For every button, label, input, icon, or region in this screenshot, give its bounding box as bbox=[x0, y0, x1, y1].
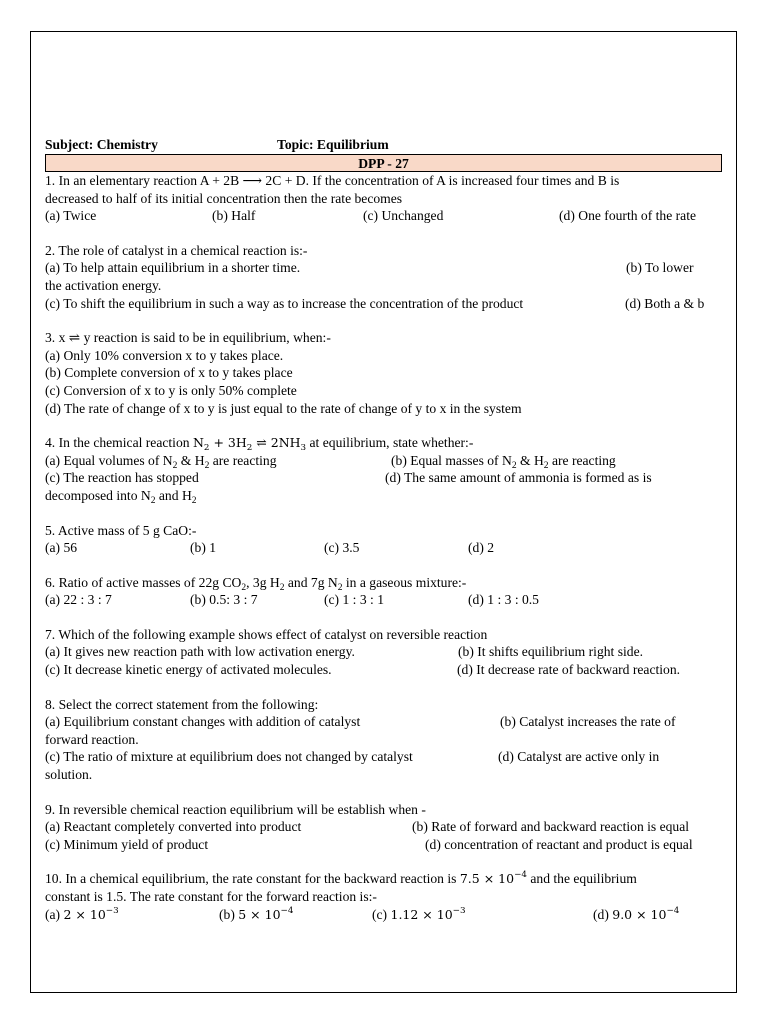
question-2 bbox=[45, 242, 725, 312]
option-a: (a) Twice bbox=[45, 208, 97, 224]
option-c: (c) $1.12 \times 10^{-3}$ bbox=[372, 905, 466, 922]
question-4-stem: 4. In the chemical reaction $N_2 + 3H_2$ ⇌ $2NH_3$ at equilibrium, state whether:- bbox=[45, 435, 474, 454]
option-d: (d) Catalyst are active only in bbox=[498, 749, 660, 765]
question-5 bbox=[45, 522, 725, 557]
question-5-options bbox=[45, 539, 725, 557]
question-4-row-ab bbox=[45, 452, 725, 470]
question-7-stem: 7. Which of the following example shows effect of catalyst on reversible reaction bbox=[45, 626, 488, 642]
question-4 bbox=[45, 434, 725, 504]
question-6-stem: 6. Ratio of active masses of 22g $CO_2$, 3g $H_2$ and 7g $N_2$ in a gaseous mixture:- bbox=[45, 574, 467, 593]
question-2-stem: 2. The role of catalyst in a chemical reaction is:- bbox=[45, 242, 308, 258]
question-1 bbox=[45, 172, 725, 225]
option-a: (a) Reactant completely converted into product bbox=[45, 819, 302, 835]
option-d: (d) One fourth of the rate bbox=[559, 208, 697, 224]
question-7-row-cd bbox=[45, 661, 725, 679]
dpp-title-bar: DPP - 27 bbox=[45, 154, 722, 172]
option-c: (c) Unchanged bbox=[363, 208, 444, 224]
option-c: (c) Minimum yield of product bbox=[45, 836, 209, 852]
option-c: (c) The reaction has stopped bbox=[45, 470, 199, 486]
option-b-continued: forward reaction. bbox=[45, 731, 139, 747]
question-6-options bbox=[45, 591, 725, 609]
question-4-row-cd bbox=[45, 469, 725, 487]
option-c: (c) To shift the equilibrium in such a way as to increase the concentration of the product bbox=[45, 295, 524, 311]
question-2-row-cd bbox=[45, 295, 725, 313]
question-10-stem-line-1: 10. In a chemical equilibrium, the rate constant for the backward reaction is $7.5 \times 10^{-4}$ and the equilibrium bbox=[45, 870, 637, 887]
option-b: (b) $5 \times 10^{-4}$ bbox=[219, 905, 294, 922]
option-b: (b) 1 bbox=[190, 540, 217, 556]
question-8-row-ab bbox=[45, 713, 725, 731]
question-1-stem-line-1: 1. In an elementary reaction A + 2B ⟶ 2C + D. If the concentration of A is increased four times and B is bbox=[45, 173, 620, 188]
option-a: (a) 22 : 3 : 7 bbox=[45, 592, 112, 608]
question-10-options bbox=[45, 906, 725, 924]
option-b: (b) Complete conversion of x to y takes place bbox=[45, 365, 293, 381]
option-a: (a) $2 \times 10^{-3}$ bbox=[45, 905, 119, 922]
option-d: (d) 1 : 3 : 0.5 bbox=[468, 592, 539, 608]
option-d: (d) 2 bbox=[468, 540, 495, 556]
option-d: (d) The same amount of ammonia is formed as is bbox=[385, 470, 652, 486]
option-b: (b) Equal masses of $N_2$ & $H_2$ are reacting bbox=[391, 452, 616, 471]
option-b: (b) 0.5: 3 : 7 bbox=[190, 592, 258, 608]
option-c: (c) The ratio of mixture at equilibrium does not changed by catalyst bbox=[45, 749, 413, 765]
topic-label: Topic: Equilibrium bbox=[277, 137, 389, 152]
option-c: (c) 1 : 3 : 1 bbox=[324, 592, 385, 608]
option-c: (c) 3.5 bbox=[324, 540, 360, 556]
option-d-continued: decomposed into $N_2$ and $H_2$ bbox=[45, 487, 197, 506]
option-d: (d) It decrease rate of backward reaction. bbox=[457, 662, 681, 678]
question-8 bbox=[45, 696, 725, 784]
option-a: (a) Equilibrium constant changes with addition of catalyst bbox=[45, 714, 361, 730]
question-8-stem: 8. Select the correct statement from the following: bbox=[45, 696, 319, 712]
option-b-continued: the activation energy. bbox=[45, 277, 162, 293]
question-9 bbox=[45, 801, 725, 854]
question-6 bbox=[45, 574, 725, 609]
option-a: (a) Equal volumes of $N_2$ & $H_2$ are reacting bbox=[45, 452, 277, 471]
option-b: (b) To lower bbox=[626, 260, 694, 276]
option-a: (a) To help attain equilibrium in a shorter time. bbox=[45, 260, 301, 276]
option-a: (a) 56 bbox=[45, 540, 78, 556]
option-d: (d) Both a & b bbox=[625, 295, 705, 311]
header bbox=[45, 136, 725, 154]
question-8-row-cd bbox=[45, 748, 725, 766]
option-b: (b) It shifts equilibrium right side. bbox=[458, 644, 644, 660]
option-c: (c) It decrease kinetic energy of activated molecules. bbox=[45, 662, 332, 678]
option-b: (b) Catalyst increases the rate of bbox=[500, 714, 676, 730]
backward-rate-constant: $7.5 \times 10^{-4}$ bbox=[459, 870, 527, 887]
option-d: (d) concentration of reactant and product is equal bbox=[425, 836, 693, 852]
question-9-row-ab bbox=[45, 818, 725, 836]
option-a: (a) Only 10% conversion x to y takes place. bbox=[45, 347, 284, 363]
question-7-row-ab bbox=[45, 643, 725, 661]
question-2-row-ab bbox=[45, 259, 725, 277]
question-3 bbox=[45, 329, 725, 417]
question-3-stem: 3. x ⇌ y reaction is said to be in equilibrium, when:- bbox=[45, 330, 331, 346]
subject-label: Subject: Chemistry bbox=[45, 137, 158, 152]
option-a: (a) It gives new reaction path with low activation energy. bbox=[45, 644, 355, 660]
option-d: (d) The rate of change of x to y is just equal to the rate of change of y to x in the system bbox=[45, 400, 522, 416]
question-10 bbox=[45, 870, 725, 923]
question-5-stem: 5. Active mass of 5 g CaO:- bbox=[45, 522, 197, 538]
question-7 bbox=[45, 626, 725, 679]
question-1-options bbox=[45, 207, 725, 225]
question-10-stem-line-2: constant is 1.5. The rate constant for the forward reaction is:- bbox=[45, 889, 377, 904]
option-d-continued: solution. bbox=[45, 767, 93, 783]
option-b: (b) Half bbox=[212, 208, 256, 224]
question-9-stem: 9. In reversible chemical reaction equilibrium will be establish when - bbox=[45, 801, 426, 817]
worksheet bbox=[45, 136, 725, 923]
option-c: (c) Conversion of x to y is only 50% complete bbox=[45, 382, 297, 398]
option-b: (b) Rate of forward and backward reaction is equal bbox=[412, 819, 690, 835]
question-9-row-cd bbox=[45, 836, 725, 854]
question-1-stem-line-2: decreased to half of its initial concentration then the rate becomes bbox=[45, 190, 403, 206]
reaction-formula: $N_2 + 3H_2$ ⇌ $2NH_3$ bbox=[192, 435, 307, 454]
option-d: (d) $9.0 \times 10^{-4}$ bbox=[593, 905, 680, 922]
